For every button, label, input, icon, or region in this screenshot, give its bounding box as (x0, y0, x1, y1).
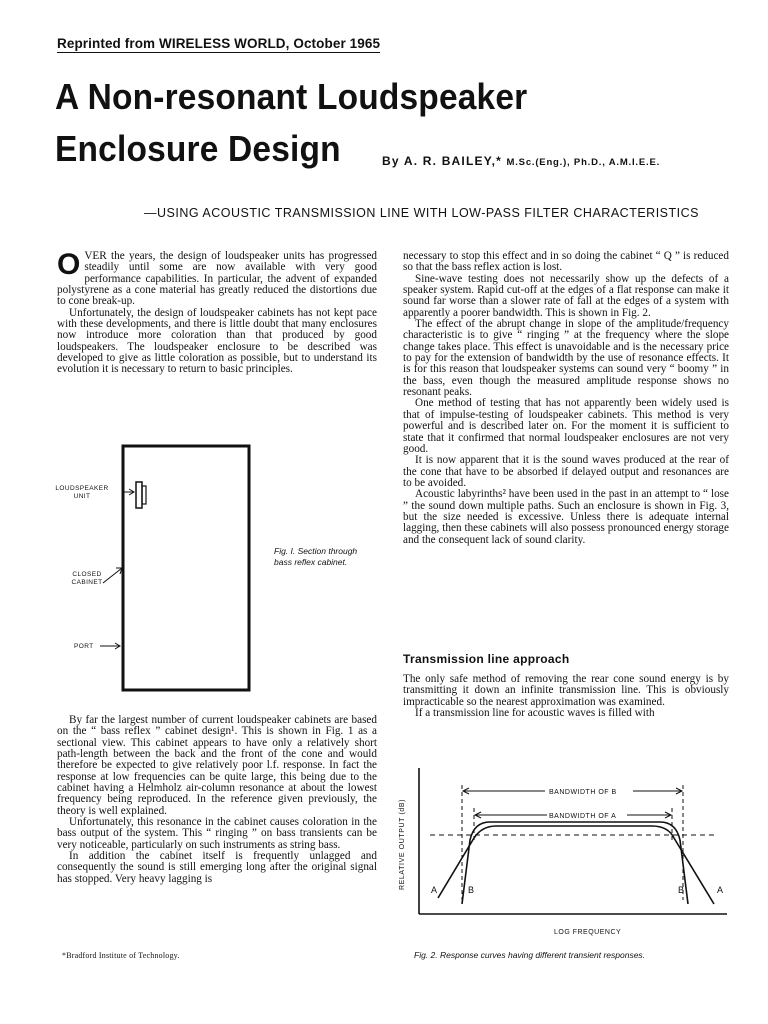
drop-cap: O (57, 248, 81, 281)
right-column-bottom (403, 674, 729, 719)
paragraph: The only safe method of removing the rear cone sound energy is by transmitting it down an infinite transmission line. This is obviously impracticable so the nearest approximation was examined. (403, 673, 729, 708)
paragraph: Sine-wave testing does not necessarily show up the defects of a speaker system. Rapid cut-off at the edges of a flat response can make it sound far worse than a slower rate of fall at the edges of a system with apparently a poorer bandwidth. This is shown in Fig. 2. (403, 272, 729, 319)
speaker-unit-icon (136, 482, 142, 508)
fig1-label-closed-cabinet: CLOSED CABINET (71, 571, 103, 586)
paragraph: Acoustic labyrinths² have been used in the past in an attempt to “ lose ” the sound down multiple paths. Such an enclosure is shown in Fig. 3, but the size needed is excessive. Unless there is adequate internal lagging, then these cabinets will also possess pronounced energy storage and the consequent lack of sound clarity. (403, 488, 729, 546)
byline-author: By A. R. BAILEY,* (382, 154, 502, 168)
fig1-caption: Fig. I. Section through bass reflex cabinet. (274, 546, 358, 567)
curve-b-label-right: B (678, 885, 685, 895)
paragraph: It is now apparent that it is the sound waves produced at the rear of the cone that have to be absorbed if delayed output and resonances are to be avoided. (403, 454, 729, 489)
paragraph: If a transmission line for acoustic waves is filled with (415, 707, 655, 720)
curve-a-label-right: A (717, 885, 724, 895)
section-heading: Transmission line approach (403, 652, 570, 666)
byline (382, 154, 660, 168)
fig2-caption: Fig. 2. Response curves having different transient responses. (414, 950, 646, 960)
curve-a (438, 826, 714, 904)
y-axis-label: RELATIVE OUTPUT (dB) (399, 798, 406, 890)
bandwidth-b-label: BANDWIDTH OF B (549, 789, 617, 796)
article-title-line2: Enclosure Design (55, 128, 341, 169)
x-axis-label: LOG FREQUENCY (554, 929, 622, 936)
paragraph: Unfortunately, this resonance in the cabinet causes coloration in the bass output of the system. This “ ringing ” on bass transients can be very noticeable, particularly on such instruments as string bass. (57, 816, 377, 851)
fig1-label-speaker: LOUDSPEAKER UNIT (55, 485, 109, 500)
paragraph: Unfortunately, the design of loudspeaker cabinets has not kept pace with these developments, and there is little doubt that many enclosures now introduce more coloration than that produced by good loudspeakers. The loudspeaker enclosure to be described was developed to give as little coloration as possible, but to understand its evolution it is necessary to return to basic principles. (57, 306, 377, 376)
curve-b (462, 822, 688, 904)
fig1-label-port: PORT (74, 643, 94, 650)
intro-paragraph: OVER the years, the design of loudspeaker units has progressed steadily until some are now available with very good performance capabilities. In particular, the advent of expanded polystyrene as a cone material has greatly reduced the distortions due to cone break-up. (57, 248, 377, 308)
bandwidth-a-label: BANDWIDTH OF A (549, 813, 617, 820)
paragraph: The effect of the abrupt change in slope of the amplitude/frequency characteristic is to give “ ringing ” at the frequency where the slope change takes place. This effect is unavoidable and is the necessary price to pay for the extension of bandwidth by the use of resonance effects. It is for this reason that loudspeaker systems can sound very “ boomy ” in the bass, even though the measured amplitude response shows no resonant peaks. (403, 318, 729, 399)
paragraph: In addition the cabinet itself is frequently unlagged and consequently the sound is still emerging long after the original signal has stopped. Very heavy lagging is (57, 850, 377, 885)
paragraph: One method of testing that has not apparently been widely used is that of impulse-testing of loudspeaker cabinets. This method is very powerful and is described later on. For the moment it is sufficient to state that it confirmed that normal loudspeaker enclosures are not very good. (403, 397, 729, 455)
curve-a-label-left: A (431, 885, 438, 895)
reprint-notice: Reprinted from WIRELESS WORLD, October 1965 (57, 36, 381, 51)
cabinet-outline (123, 446, 249, 690)
left-column-bottom (57, 715, 377, 885)
paragraph: By far the largest number of current loudspeaker cabinets are based on the “ bass reflex ” cabinet design¹. This is shown in Fig. 1 as a sectional view. This cabinet appears to have only a relatively short path-length between the back and the front of the cone and would therefore be expected to give relatively poor l.f. response. In fact the response at low frequencies can be quite large, this being due to the cabinet having a Helmholz air-column resonance at about the lowest frequency being reproduced. In the reference given previously, the theory is well explained. (57, 714, 377, 817)
curve-b-label-left: B (468, 885, 475, 895)
article-subtitle: —USING ACOUSTIC TRANSMISSION LINE WITH LOW-PASS FILTER CHARACTERISTICS (144, 206, 699, 220)
byline-qualifications: M.Sc.(Eng.), Ph.D., A.M.I.E.E. (506, 157, 661, 168)
footnote: *Bradford Institute of Technology. (62, 951, 180, 960)
left-column-top (57, 248, 377, 376)
right-column-top (403, 251, 729, 546)
article-title-line1: A Non-resonant Loudspeaker (55, 76, 528, 117)
paragraph: necessary to stop this effect and in so doing the cabinet “ Q ” is reduced so that the bass reflex action is lost. (403, 250, 729, 274)
